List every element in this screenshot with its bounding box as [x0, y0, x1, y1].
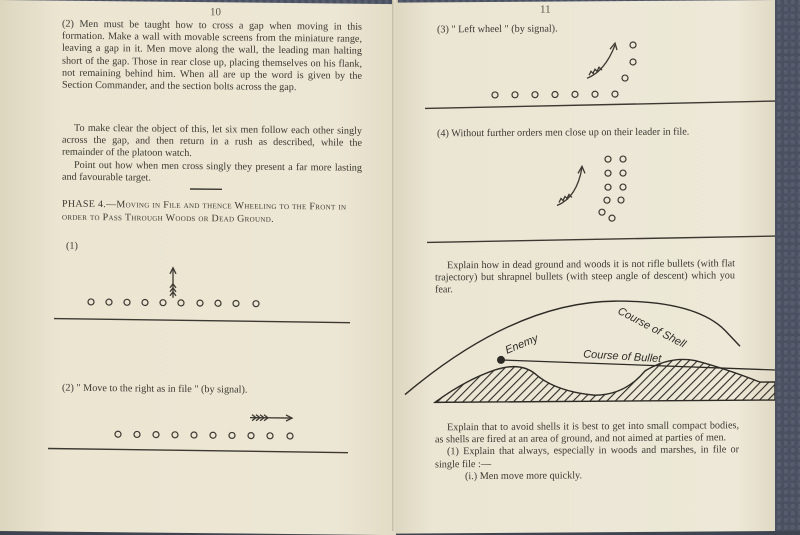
phase-heading: PHASE 4.—Moving in File and thence Wheeling to the Front in order to Pass Through Woods or Dead Ground.: [62, 199, 362, 227]
bullet-label: Course of Bullet: [583, 348, 663, 365]
fig1-ground-line: [54, 319, 350, 323]
fig2-ground-line: [48, 449, 348, 453]
fig4-ground-line: [427, 236, 775, 242]
paragraph-make-clear: To make clear the object of this, let six men follow each other singly across the gap, and then return in a rush as described, while the remainder of the platoon watch. Point out how when men cross singly they present a far more lasting and favourable target.: [62, 123, 362, 187]
fig2-men-row: [115, 431, 293, 439]
fig4-men: [599, 156, 626, 221]
fig1-men-row: [88, 299, 259, 307]
fig3-caption: (3) " Left wheel " (by signal).: [437, 22, 737, 36]
fig2-caption: (2) " Move to the right as in file " (by signal).: [62, 383, 362, 398]
fig4-wheel-arrow: [557, 166, 585, 205]
fig3-men: [492, 42, 636, 98]
left-page: [0, 0, 396, 535]
paragraph-crossing-gap: (2) Men must be taught how to cross a gap when moving in this formation. Make a wall with movable screens from the miniature range, leaving a gap in it. Men move along the wall, the leading man halting short of the gap. Those in rear close up, placing themselves on his flank, not remaining behind him. When all are up the word is given by the Section Commander, and the section bolts across the gap.: [62, 19, 362, 95]
fig3-wheel-arrow: [587, 43, 617, 78]
page-number: 11: [540, 4, 551, 16]
left-figures: [0, 0, 396, 535]
paragraph-avoid-shells: Explain that to avoid shells it is best to get into small compact bodies, as shells are fired at an area of ground, and not aimed at parties of men. (1) Explain that always, especially in woods and marshes, in file or single file :— (i.) Men move more quickly.: [435, 420, 739, 483]
fig4-caption: (4) Without further orders men close up on their leader in file.: [437, 126, 737, 140]
right-figures: [395, 0, 775, 534]
fig1-label: (1): [66, 241, 78, 253]
fig3-ground-line: [425, 101, 775, 108]
fig1-arrow-up: [170, 268, 176, 298]
page-number: 10: [210, 6, 221, 18]
fig2-arrow-right: [250, 415, 292, 421]
hills-hatched: [435, 359, 775, 403]
right-page: [395, 0, 775, 534]
enemy-marker: [497, 356, 505, 364]
paragraph-dead-ground: Explain how in dead ground and woods it is not rifle bullets (with flat trajectory) but shrapnel bullets (with steep angle of descent) which you fear.: [435, 258, 735, 297]
shell-label: Course of Shell: [616, 305, 689, 351]
enemy-label: Enemy: [504, 332, 542, 357]
